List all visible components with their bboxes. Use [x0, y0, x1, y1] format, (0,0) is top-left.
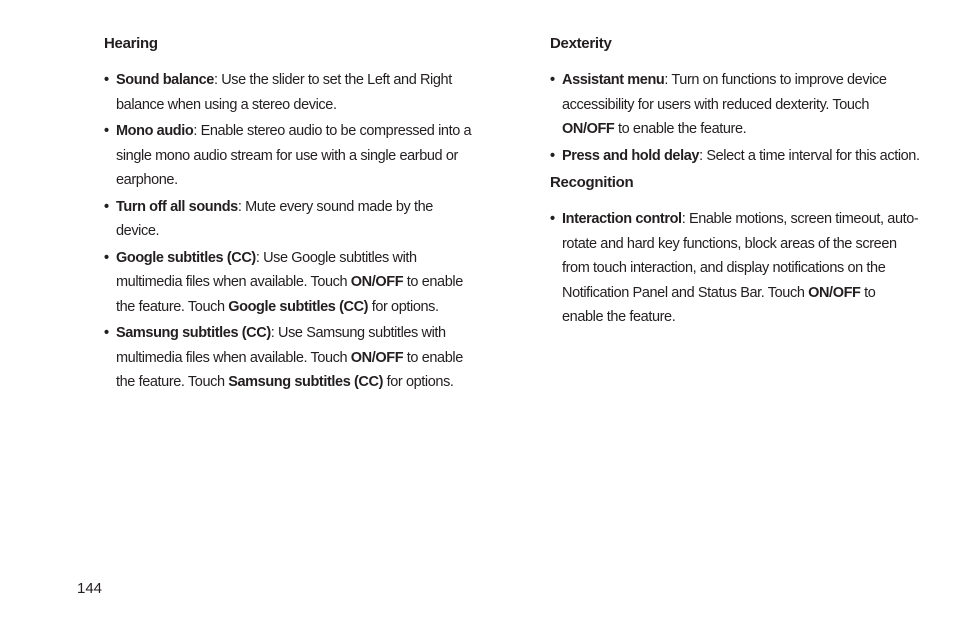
list-item-google-subtitles [104, 246, 474, 320]
on-off-label: ON/OFF [808, 284, 861, 301]
bullet: • [550, 147, 555, 164]
desc-interaction-control-1: : Enable motions, screen timeout, auto-rotate and hard key functions, block areas of the screen from touch interaction, and display notifications on the Notification Panel and Status Bar. Touch [562, 211, 919, 301]
bullet: • [550, 72, 555, 88]
recognition-list [550, 207, 920, 330]
bullet: • [550, 211, 555, 227]
list-item-mono-audio [104, 119, 474, 193]
term-press-and-hold-delay: Press and hold delay [562, 147, 700, 164]
section-heading-hearing: Hearing [104, 35, 158, 52]
desc-interaction-control-2: to enable the feature. [562, 284, 876, 325]
desc-assistant-menu-1: : Turn on functions to improve device accessibility for users with reduced dexterity. Touch [562, 72, 887, 113]
list-item-sound-balance [104, 68, 474, 117]
dexterity-recognition-section [550, 33, 920, 332]
on-off-label: ON/OFF [350, 349, 404, 366]
desc-mono-audio: : Enable stereo audio to be compressed into a single mono audio stream for use with a single earbud or earphone. [116, 123, 472, 188]
on-off-label: ON/OFF [562, 121, 615, 137]
list-item-press-and-hold-delay [550, 144, 920, 169]
section-heading-dexterity: Dexterity [550, 35, 612, 52]
desc-samsung-subtitles-3: for options. [383, 374, 454, 390]
desc-google-subtitles-3: for options. [368, 298, 439, 315]
desc-assistant-menu-2: to enable the feature. [614, 121, 747, 137]
section-heading-recognition: Recognition [550, 174, 634, 191]
term-samsung-subtitles: Samsung subtitles (CC) [116, 325, 271, 341]
desc-press-and-hold-delay: : Select a time interval for this action. [699, 147, 920, 164]
list-item-interaction-control [550, 207, 920, 330]
list-item-samsung-subtitles [104, 321, 474, 395]
term-mono-audio: Mono audio [116, 123, 194, 139]
desc-samsung-subtitles-1: : Use Samsung subtitles with multimedia files when available. Touch [116, 325, 446, 366]
samsung-subtitles-option-label: Samsung subtitles (CC) [228, 374, 383, 390]
term-google-subtitles: Google subtitles (CC) [116, 249, 256, 266]
desc-samsung-subtitles-2: to enable the feature. Touch [116, 349, 463, 390]
list-item-assistant-menu [550, 68, 920, 142]
term-sound-balance: Sound balance [116, 72, 214, 88]
list-item-turn-off-all-sounds [104, 195, 474, 244]
term-assistant-menu: Assistant menu [562, 72, 665, 88]
term-interaction-control: Interaction control [562, 211, 682, 227]
google-subtitles-option-label: Google subtitles (CC) [228, 298, 369, 315]
on-off-label: ON/OFF [350, 274, 404, 290]
bullet: • [104, 198, 109, 215]
desc-google-subtitles-2: to enable the feature. Touch [116, 274, 463, 315]
term-turn-off-all-sounds: Turn off all sounds [116, 198, 238, 215]
hearing-section [104, 33, 474, 397]
bullet: • [104, 325, 109, 341]
desc-google-subtitles-1: : Use Google subtitles with multimedia files when available. Touch [116, 249, 417, 290]
page-number: 144 [77, 580, 103, 597]
desc-turn-off-all-sounds: : Mute every sound made by the device. [116, 198, 433, 239]
dexterity-list [550, 68, 920, 168]
bullet: • [104, 249, 109, 266]
hearing-list [104, 68, 474, 395]
bullet: • [104, 72, 109, 88]
bullet: • [104, 123, 109, 139]
desc-sound-balance: : Use the slider to set the Left and Right balance when using a stereo device. [116, 72, 452, 113]
